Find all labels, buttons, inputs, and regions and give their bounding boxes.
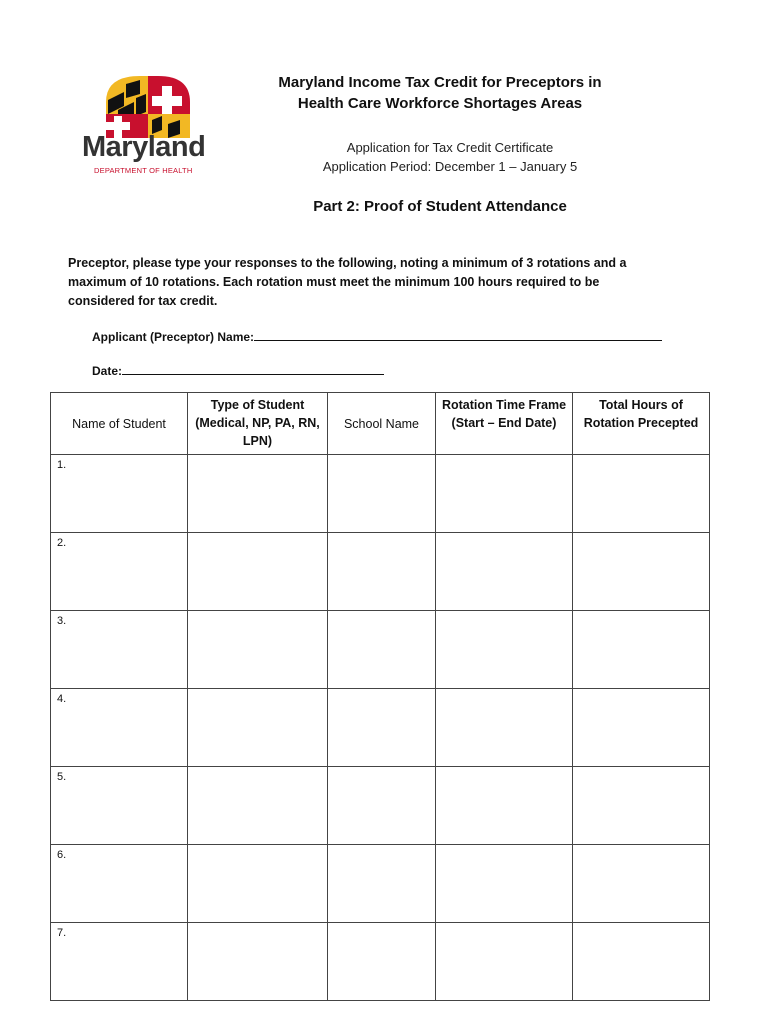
date-label: Date: xyxy=(92,364,123,378)
hours-cell[interactable] xyxy=(573,923,710,1001)
table-row xyxy=(51,845,710,923)
row-number-cell[interactable]: 4. xyxy=(51,689,188,767)
type-cell[interactable] xyxy=(188,923,328,1001)
row-number-cell[interactable]: 6. xyxy=(51,845,188,923)
rotation-cell[interactable] xyxy=(436,533,573,611)
logo-wordmark: Maryland xyxy=(82,131,206,163)
hours-cell[interactable] xyxy=(573,533,710,611)
header-school-name: School Name xyxy=(328,393,436,455)
type-cell[interactable] xyxy=(188,767,328,845)
title-line-1: Maryland Income Tax Credit for Preceptors in xyxy=(278,74,602,91)
header-type-of-student: Type of Student (Medical, NP, PA, RN, LPN) xyxy=(188,393,328,455)
rotation-cell[interactable] xyxy=(436,689,573,767)
table-row xyxy=(51,611,710,689)
rotation-cell[interactable] xyxy=(436,767,573,845)
instructions-line-3: considered for tax credit. xyxy=(68,294,218,308)
hours-cell[interactable] xyxy=(573,689,710,767)
school-cell[interactable] xyxy=(328,923,436,1001)
table-row xyxy=(51,767,710,845)
title-line-2: Health Care Workforce Shortages Areas xyxy=(297,95,583,112)
type-cell[interactable] xyxy=(188,455,328,533)
row-number-cell[interactable]: 7. xyxy=(51,923,188,1001)
row-number-cell[interactable]: 1. xyxy=(51,455,188,533)
school-cell[interactable] xyxy=(328,533,436,611)
subtitle-line-2: Application Period: December 1 – January 5 xyxy=(322,159,578,174)
school-cell[interactable] xyxy=(328,845,436,923)
header-name-of-student: Name of Student xyxy=(51,393,188,455)
applicant-name-row xyxy=(92,328,662,344)
table-row xyxy=(51,455,710,533)
type-cell[interactable] xyxy=(188,611,328,689)
table-header-row xyxy=(51,393,710,455)
table-row xyxy=(51,533,710,611)
school-cell[interactable] xyxy=(328,611,436,689)
part-title: Part 2: Proof of Student Attendance xyxy=(313,198,567,215)
table-row xyxy=(51,923,710,1001)
school-cell[interactable] xyxy=(328,689,436,767)
school-cell[interactable] xyxy=(328,767,436,845)
instructions xyxy=(68,254,688,311)
type-cell[interactable] xyxy=(188,533,328,611)
hours-cell[interactable] xyxy=(573,767,710,845)
page-title xyxy=(240,72,640,114)
row-number-cell[interactable]: 2. xyxy=(51,533,188,611)
school-cell[interactable] xyxy=(328,455,436,533)
applicant-name-label: Applicant (Preceptor) Name: xyxy=(92,330,255,344)
applicant-name-input[interactable] xyxy=(254,328,662,341)
rotation-table xyxy=(50,392,710,1001)
date-row xyxy=(92,362,384,378)
page-subtitle xyxy=(270,138,630,176)
logo-department: DEPARTMENT OF HEALTH xyxy=(94,166,193,175)
hours-cell[interactable] xyxy=(573,455,710,533)
instructions-line-1: Preceptor, please type your responses to the following, noting a minimum of 3 rotations and a xyxy=(68,256,627,270)
type-cell[interactable] xyxy=(188,845,328,923)
subtitle-line-1: Application for Tax Credit Certificate xyxy=(346,140,554,155)
header-total-hours: Total Hours of Rotation Precepted xyxy=(573,393,710,455)
hours-cell[interactable] xyxy=(573,845,710,923)
rotation-cell[interactable] xyxy=(436,611,573,689)
rotation-cell[interactable] xyxy=(436,455,573,533)
type-cell[interactable] xyxy=(188,689,328,767)
rotation-cell[interactable] xyxy=(436,845,573,923)
row-number-cell[interactable]: 3. xyxy=(51,611,188,689)
table-row xyxy=(51,689,710,767)
row-number-cell[interactable]: 5. xyxy=(51,767,188,845)
hours-cell[interactable] xyxy=(573,611,710,689)
instructions-line-2: maximum of 10 rotations. Each rotation must meet the minimum 100 hours required to be xyxy=(68,275,600,289)
date-input[interactable] xyxy=(122,362,384,375)
header-rotation-time-frame: Rotation Time Frame (Start – End Date) xyxy=(436,393,573,455)
rotation-cell[interactable] xyxy=(436,923,573,1001)
